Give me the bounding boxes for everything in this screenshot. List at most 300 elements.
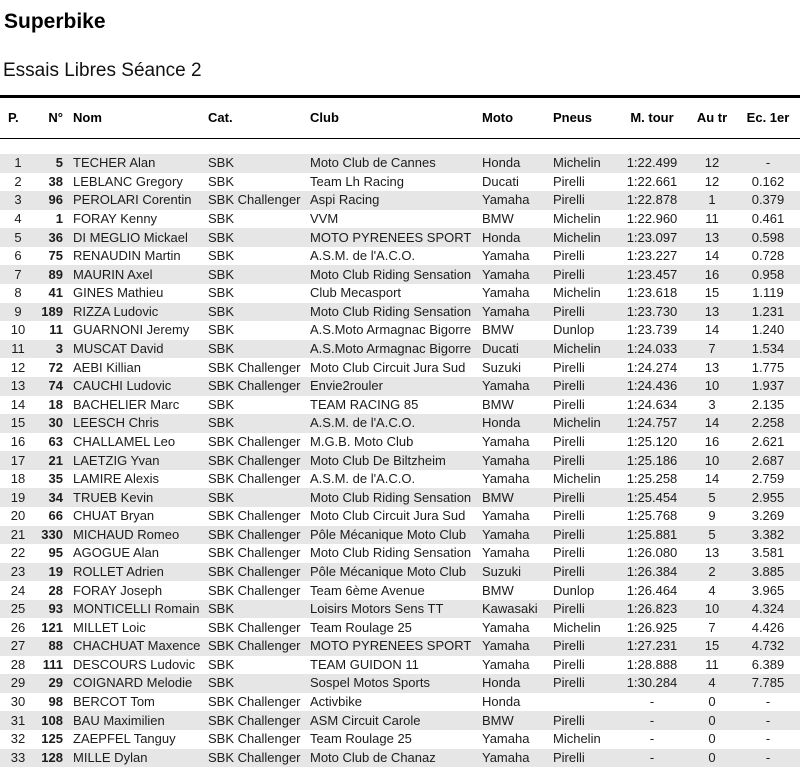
cell-moto: Kawasaki — [482, 601, 538, 617]
cell-autr: 16 — [704, 433, 720, 449]
cell-moto: BMW — [482, 712, 514, 728]
cell-name: GUARNONI Jeremy — [73, 322, 190, 338]
cell-autr: 4 — [708, 675, 716, 691]
cell-mtour: 1:26.080 — [626, 545, 678, 561]
table-row — [0, 693, 800, 712]
cell-club: A.S.Moto Armagnac Bigorre — [310, 341, 472, 357]
cell-ec: 6.389 — [751, 656, 785, 672]
cell-name: BERCOT Tom — [73, 694, 155, 710]
cell-club: TEAM GUIDON 11 — [310, 656, 419, 672]
table-row — [0, 191, 800, 210]
cell-pos: 8 — [14, 285, 22, 301]
cell-pneus: Pirelli — [553, 248, 585, 264]
cell-cat: SBK — [208, 229, 235, 245]
cell-club: Aspi Racing — [310, 192, 380, 208]
page-title: Superbike — [4, 10, 106, 33]
cell-pos: 7 — [14, 266, 22, 282]
cell-ec: 3.965 — [751, 582, 785, 598]
cell-ec: - — [765, 749, 771, 765]
table-row — [0, 618, 800, 637]
cell-name: MILLE Dylan — [73, 749, 148, 765]
cell-ec: 4.324 — [751, 601, 785, 617]
cell-autr: 13 — [704, 303, 720, 319]
table-row — [0, 228, 800, 247]
cell-name: MILLET Loic — [73, 619, 146, 635]
cell-mtour: 1:23.097 — [626, 229, 678, 245]
cell-name: CHACHUAT Maxence — [73, 638, 201, 654]
cell-club: Activbike — [310, 694, 363, 710]
cell-pos: 11 — [11, 341, 25, 357]
cell-mtour: 1:24.436 — [626, 378, 678, 394]
cell-club: Moto Club de Chanaz — [310, 749, 436, 765]
cell-cat: SBK Challenger — [208, 545, 301, 561]
cell-ec: 1.937 — [751, 378, 785, 394]
cell-ec: - — [765, 731, 771, 747]
cell-club: TEAM RACING 85 — [310, 396, 419, 412]
cell-name: BACHELIER Marc — [73, 396, 180, 412]
cell-num: 121 — [41, 619, 63, 635]
cell-club: M.G.B. Moto Club — [310, 433, 414, 449]
table-row — [0, 749, 800, 768]
cell-num: 125 — [41, 731, 63, 747]
cell-num: 72 — [48, 359, 63, 375]
column-header-autr: Au tr — [696, 110, 728, 125]
cell-autr: 13 — [704, 229, 720, 245]
cell-autr: 5 — [708, 489, 716, 505]
cell-cat: SBK Challenger — [208, 694, 301, 710]
cell-name: MAURIN Axel — [73, 266, 153, 282]
cell-autr: 1 — [708, 192, 716, 208]
cell-name: BAU Maximilien — [73, 712, 165, 728]
cell-ec: 1.231 — [751, 303, 785, 319]
cell-mtour: 1:25.258 — [626, 471, 678, 487]
cell-mtour: - — [649, 731, 655, 747]
cell-club: Moto Club Riding Sensation — [310, 545, 472, 561]
cell-autr: 10 — [704, 452, 720, 468]
cell-pneus: Pirelli — [553, 378, 585, 394]
cell-pneus: Michelin — [553, 211, 601, 227]
cell-num: 28 — [48, 582, 63, 598]
cell-club: ASM Circuit Carole — [310, 712, 421, 728]
cell-club: Pôle Mécanique Moto Club — [310, 526, 467, 542]
table-row — [0, 544, 800, 563]
cell-num: 96 — [48, 192, 63, 208]
cell-moto: Yamaha — [482, 192, 530, 208]
cell-autr: 14 — [704, 471, 720, 487]
cell-cat: SBK Challenger — [208, 582, 301, 598]
cell-mtour: 1:25.768 — [626, 508, 678, 524]
cell-pos: 22 — [10, 545, 26, 561]
cell-autr: 13 — [704, 359, 720, 375]
cell-cat: SBK Challenger — [208, 564, 301, 579]
cell-cat: SBK — [208, 303, 235, 319]
cell-pneus: Pirelli — [553, 266, 585, 282]
cell-autr: 14 — [704, 322, 720, 338]
cell-mtour: 1:25.120 — [626, 433, 678, 449]
cell-moto: Ducati — [482, 341, 519, 357]
cell-pneus: Pirelli — [553, 173, 585, 189]
column-header-ec: Ec. 1er — [746, 110, 790, 125]
column-header-pneus: Pneus — [553, 110, 593, 125]
cell-num: 189 — [41, 303, 63, 319]
cell-pos: 26 — [10, 619, 26, 635]
cell-club: A.S.M. de l'A.C.O. — [310, 248, 416, 264]
cell-mtour: 1:26.823 — [626, 601, 678, 617]
cell-cat: SBK — [208, 322, 235, 338]
cell-num: 30 — [48, 415, 63, 431]
cell-club: Loisirs Motors Sens TT — [310, 601, 444, 617]
cell-name: GINES Mathieu — [73, 285, 164, 301]
cell-name: COIGNARD Melodie — [73, 675, 193, 691]
cell-num: 74 — [48, 378, 63, 394]
table-row — [0, 284, 800, 303]
cell-cat: SBK Challenger — [208, 433, 301, 449]
cell-mtour: 1:26.925 — [626, 619, 678, 635]
table-row — [0, 173, 800, 192]
cell-name: CAUCHI Ludovic — [73, 378, 172, 394]
cell-pos: 9 — [14, 303, 22, 319]
table-row — [0, 321, 800, 340]
cell-num: 75 — [48, 248, 63, 264]
cell-moto: BMW — [482, 489, 514, 505]
cell-cat: SBK Challenger — [208, 359, 301, 375]
cell-pos: 10 — [10, 322, 26, 338]
cell-name: AEBI Killian — [73, 359, 141, 375]
table-row — [0, 414, 800, 433]
cell-num: 66 — [48, 508, 63, 524]
cell-club: Moto Club Riding Sensation — [310, 266, 472, 282]
cell-pos: 20 — [10, 508, 26, 524]
cell-name: ZAEPFEL Tanguy — [73, 731, 176, 747]
cell-pos: 1 — [14, 155, 22, 171]
cell-pos: 12 — [10, 359, 26, 375]
cell-mtour: 1:23.618 — [626, 285, 678, 301]
cell-autr: 15 — [704, 285, 720, 301]
cell-pos: 23 — [10, 564, 26, 579]
cell-cat: SBK Challenger — [208, 471, 301, 487]
cell-club: VVM — [310, 211, 339, 227]
cell-num: 111 — [42, 656, 63, 672]
cell-name: MICHAUD Romeo — [73, 526, 180, 542]
cell-cat: SBK — [208, 396, 235, 412]
cell-pneus: Dunlop — [553, 322, 595, 338]
cell-pneus: Michelin — [553, 731, 601, 747]
cell-num: 93 — [48, 601, 63, 617]
cell-moto: Honda — [482, 155, 521, 171]
cell-name: DI MEGLIO Mickael — [73, 229, 188, 245]
cell-mtour: 1:23.227 — [626, 248, 678, 264]
cell-autr: 7 — [708, 341, 716, 357]
cell-moto: Suzuki — [482, 564, 522, 579]
cell-pneus: Pirelli — [553, 433, 585, 449]
cell-moto: Yamaha — [482, 656, 530, 672]
table-row — [0, 247, 800, 266]
cell-pos: 5 — [14, 229, 22, 245]
cell-name: TRUEB Kevin — [73, 489, 154, 505]
cell-club: Moto Club Circuit Jura Sud — [310, 508, 466, 524]
cell-pos: 17 — [10, 452, 26, 468]
cell-cat: SBK — [208, 173, 235, 189]
cell-pneus: Michelin — [553, 341, 601, 357]
cell-pneus: Michelin — [553, 285, 601, 301]
table-row — [0, 265, 800, 284]
cell-pneus: Pirelli — [553, 564, 585, 579]
cell-moto: Honda — [482, 415, 521, 431]
cell-mtour: - — [649, 712, 655, 728]
cell-autr: 3 — [708, 396, 716, 412]
cell-ec: 0.461 — [751, 211, 785, 227]
cell-ec: 1.119 — [752, 285, 784, 301]
cell-autr: 14 — [704, 415, 720, 431]
table-row — [0, 730, 800, 749]
cell-cat: SBK Challenger — [208, 192, 301, 208]
cell-autr: 11 — [705, 656, 719, 672]
cell-ec: 2.759 — [751, 471, 785, 487]
cell-pneus: Pirelli — [553, 508, 585, 524]
cell-num: 89 — [48, 266, 63, 282]
cell-ec: - — [765, 694, 771, 710]
cell-num: 38 — [48, 173, 63, 189]
column-header-name: Nom — [73, 110, 102, 125]
cell-autr: 16 — [704, 266, 720, 282]
cell-num: 5 — [55, 155, 63, 171]
table-row — [0, 451, 800, 470]
cell-cat: SBK Challenger — [208, 378, 301, 394]
cell-mtour: - — [649, 749, 655, 765]
cell-moto: Honda — [482, 229, 521, 245]
cell-cat: SBK — [208, 415, 235, 431]
table-row — [0, 711, 800, 730]
cell-ec: 3.382 — [751, 526, 785, 542]
cell-mtour: 1:25.454 — [626, 489, 678, 505]
cell-pos: 33 — [10, 749, 26, 765]
cell-moto: Yamaha — [482, 526, 530, 542]
cell-num: 29 — [48, 675, 63, 691]
cell-pos: 21 — [10, 526, 26, 542]
cell-ec: 3.269 — [751, 508, 785, 524]
cell-autr: 9 — [708, 508, 716, 524]
cell-club: A.S.M. de l'A.C.O. — [310, 471, 416, 487]
cell-moto: Yamaha — [482, 749, 530, 765]
cell-name: RENAUDIN Martin — [73, 248, 181, 264]
cell-cat: SBK Challenger — [208, 452, 301, 468]
cell-cat: SBK — [208, 675, 235, 691]
cell-num: 128 — [41, 749, 63, 765]
cell-mtour: 1:22.878 — [626, 192, 678, 208]
cell-pos: 13 — [10, 378, 26, 394]
cell-ec: 4.732 — [751, 638, 785, 654]
cell-name: RIZZA Ludovic — [73, 303, 159, 319]
cell-club: Moto Club De Biltzheim — [310, 452, 446, 468]
cell-autr: 0 — [708, 731, 716, 747]
cell-ec: 0.162 — [751, 173, 785, 189]
cell-pneus: Pirelli — [553, 749, 585, 765]
cell-pneus: Pirelli — [553, 675, 585, 691]
cell-pneus: Pirelli — [553, 601, 585, 617]
cell-ec: 2.955 — [751, 489, 785, 505]
cell-mtour: 1:22.661 — [626, 173, 678, 189]
cell-pneus: Michelin — [553, 415, 601, 431]
cell-club: Team Roulage 25 — [310, 731, 412, 747]
cell-pos: 14 — [10, 396, 26, 412]
cell-ec: 2.258 — [751, 415, 785, 431]
cell-name: LEBLANC Gregory — [73, 173, 183, 189]
table-header-row — [0, 98, 800, 138]
cell-num: 34 — [48, 489, 63, 505]
cell-pneus: Pirelli — [553, 656, 585, 672]
cell-pos: 29 — [10, 675, 26, 691]
cell-cat: SBK Challenger — [208, 712, 301, 728]
cell-autr: 15 — [704, 638, 720, 654]
cell-club: Team Roulage 25 — [310, 619, 412, 635]
column-header-moto: Moto — [482, 110, 514, 125]
cell-mtour: 1:24.274 — [626, 359, 678, 375]
cell-autr: 11 — [705, 211, 719, 227]
cell-pneus: Pirelli — [553, 396, 585, 412]
cell-name: CHUAT Bryan — [73, 508, 155, 524]
cell-club: Sospel Motos Sports — [310, 675, 430, 691]
cell-cat: SBK Challenger — [208, 731, 301, 747]
cell-mtour: 1:22.499 — [626, 155, 678, 171]
cell-pos: 30 — [10, 694, 26, 710]
cell-num: 108 — [41, 712, 63, 728]
cell-pneus: Pirelli — [553, 359, 585, 375]
table-row — [0, 358, 800, 377]
cell-moto: Yamaha — [482, 471, 530, 487]
cell-ec: 7.785 — [751, 675, 785, 691]
table-row — [0, 433, 800, 452]
table-row — [0, 154, 800, 173]
cell-pneus: Michelin — [553, 471, 601, 487]
cell-name: LAMIRE Alexis — [73, 471, 159, 487]
cell-moto: Yamaha — [482, 248, 530, 264]
cell-moto: Honda — [482, 675, 521, 691]
cell-ec: 0.958 — [751, 266, 785, 282]
cell-moto: BMW — [482, 582, 514, 598]
cell-pneus: Michelin — [553, 619, 601, 635]
cell-num: 3 — [55, 341, 63, 357]
column-header-cat: Cat. — [208, 110, 233, 125]
table-row — [0, 340, 800, 359]
cell-mtour: 1:27.231 — [626, 638, 678, 654]
cell-cat: SBK Challenger — [208, 638, 301, 654]
cell-autr: 12 — [704, 173, 720, 189]
cell-mtour: 1:25.186 — [626, 452, 678, 468]
cell-pos: 16 — [10, 433, 26, 449]
cell-pos: 24 — [10, 582, 26, 598]
cell-moto: Yamaha — [482, 638, 530, 654]
table-row — [0, 507, 800, 526]
cell-pos: 31 — [10, 712, 26, 728]
column-header-num: N° — [48, 110, 63, 125]
cell-autr: 7 — [708, 619, 716, 635]
results-table — [0, 154, 800, 767]
cell-ec: 1.240 — [751, 322, 785, 338]
cell-ec: 2.687 — [751, 452, 785, 468]
cell-autr: 0 — [708, 712, 716, 728]
cell-num: 19 — [48, 564, 63, 579]
cell-num: 41 — [48, 285, 63, 301]
cell-autr: 0 — [708, 749, 716, 765]
cell-mtour: 1:22.960 — [626, 211, 678, 227]
cell-pneus: Pirelli — [553, 303, 585, 319]
cell-mtour: 1:25.881 — [626, 526, 678, 542]
cell-ec: 3.581 — [751, 545, 785, 561]
cell-ec: 3.885 — [751, 564, 785, 579]
cell-mtour: 1:26.464 — [626, 582, 678, 598]
cell-moto: Yamaha — [482, 266, 530, 282]
cell-club: Team 6ème Avenue — [310, 582, 425, 598]
cell-mtour: 1:28.888 — [626, 656, 678, 672]
cell-mtour: - — [649, 694, 655, 710]
cell-pneus: Pirelli — [553, 545, 585, 561]
cell-club: A.S.M. de l'A.C.O. — [310, 415, 416, 431]
table-row — [0, 656, 800, 675]
cell-pneus: Pirelli — [553, 712, 585, 728]
cell-num: 98 — [48, 694, 63, 710]
cell-cat: SBK — [208, 489, 235, 505]
table-row — [0, 396, 800, 415]
cell-pneus: Pirelli — [553, 489, 585, 505]
cell-moto: BMW — [482, 396, 514, 412]
cell-autr: 10 — [704, 601, 720, 617]
cell-ec: 0.728 — [751, 248, 785, 264]
table-row — [0, 600, 800, 619]
cell-cat: SBK Challenger — [208, 619, 301, 635]
table-row — [0, 488, 800, 507]
cell-ec: 1.534 — [751, 341, 785, 357]
cell-ec: - — [765, 712, 771, 728]
cell-num: 18 — [48, 396, 63, 412]
cell-club: Club Mecasport — [310, 285, 402, 301]
cell-pos: 6 — [14, 248, 22, 264]
cell-name: PEROLARI Corentin — [73, 192, 192, 208]
cell-pneus: Dunlop — [553, 582, 595, 598]
cell-club: Moto Club Riding Sensation — [310, 489, 472, 505]
cell-ec: 1.775 — [751, 359, 785, 375]
cell-pos: 27 — [10, 638, 26, 654]
cell-pneus: Pirelli — [553, 192, 585, 208]
cell-cat: SBK — [208, 601, 235, 617]
header-bottom-rule — [0, 138, 800, 139]
column-header-mtour: M. tour — [630, 110, 674, 125]
cell-autr: 10 — [704, 378, 720, 394]
cell-num: 88 — [48, 638, 63, 654]
cell-autr: 0 — [708, 694, 716, 710]
cell-cat: SBK — [208, 155, 235, 171]
column-header-pos: P. — [8, 110, 19, 125]
table-row — [0, 637, 800, 656]
cell-moto: Yamaha — [482, 433, 530, 449]
cell-pos: 3 — [14, 192, 22, 208]
cell-pos: 15 — [10, 415, 26, 431]
cell-num: 95 — [48, 545, 63, 561]
cell-ec: 2.135 — [751, 396, 785, 412]
cell-autr: 4 — [708, 582, 716, 598]
cell-mtour: 1:23.730 — [626, 303, 678, 319]
cell-name: FORAY Kenny — [73, 211, 158, 227]
cell-ec: 4.426 — [751, 619, 785, 635]
cell-mtour: 1:24.033 — [626, 341, 678, 357]
cell-cat: SBK Challenger — [208, 749, 301, 765]
cell-mtour: 1:24.757 — [626, 415, 678, 431]
table-row — [0, 581, 800, 600]
cell-mtour: 1:24.634 — [626, 396, 678, 412]
cell-club: Moto Club Riding Sensation — [310, 303, 472, 319]
cell-moto: BMW — [482, 211, 514, 227]
cell-ec: 0.598 — [751, 229, 785, 245]
cell-moto: Suzuki — [482, 359, 522, 375]
